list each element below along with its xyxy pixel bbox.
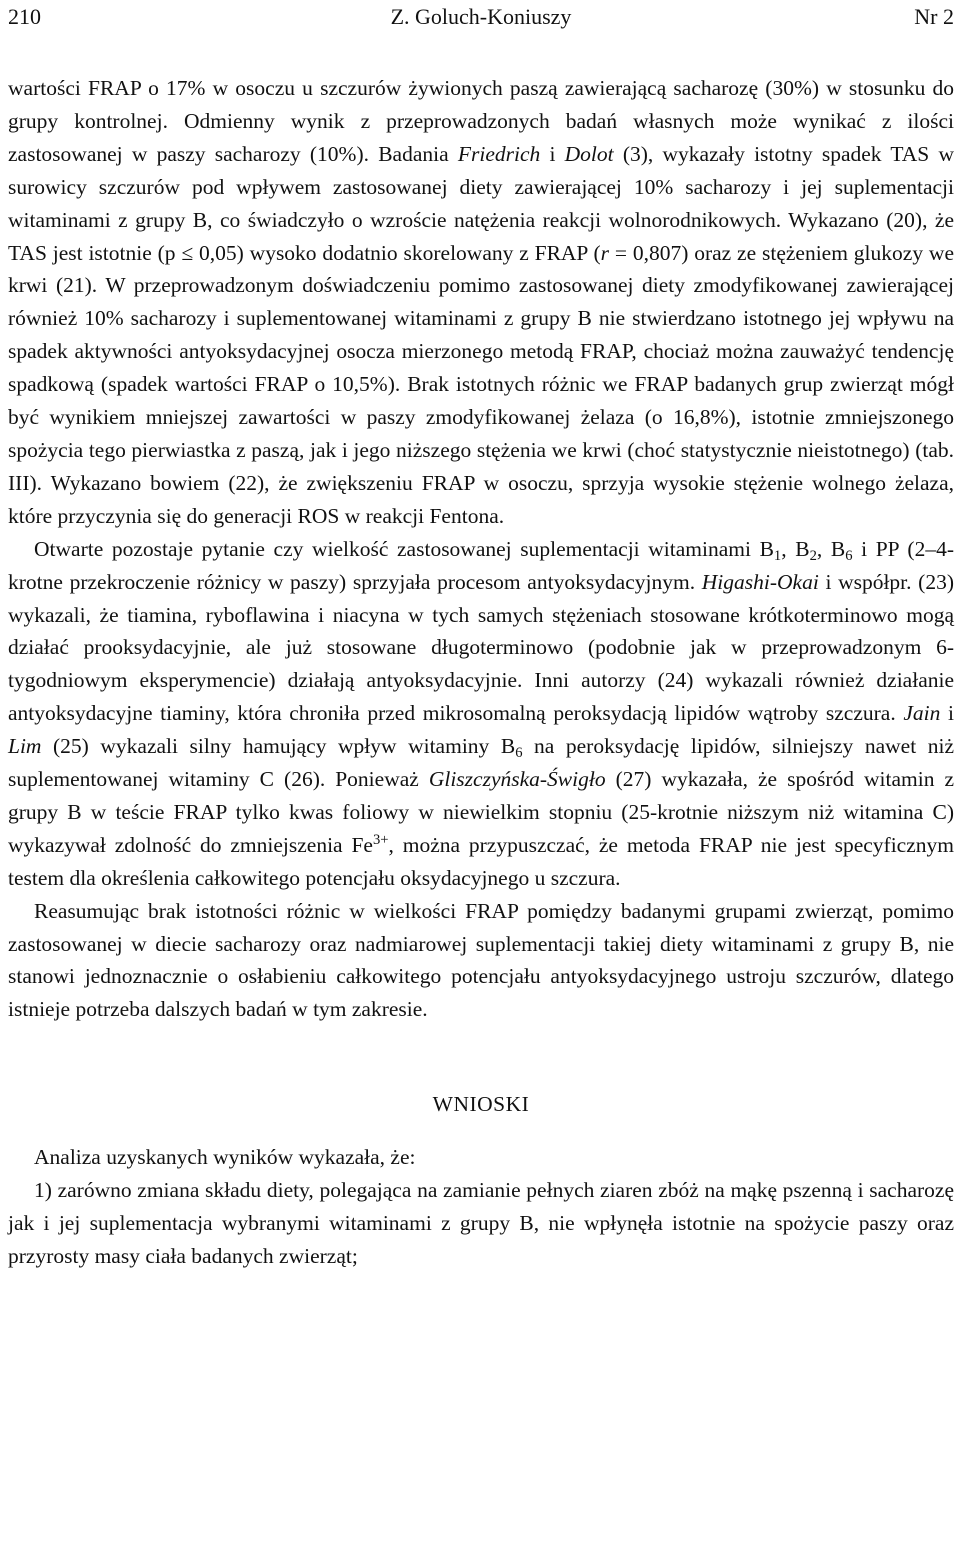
author-name: Gliszczyńska-Świgło: [428, 767, 606, 792]
author-name: Jain: [903, 701, 941, 726]
correlation-symbol: r: [600, 240, 609, 265]
journal-page: [8, 0, 954, 1273]
running-header: [8, 0, 954, 34]
paragraph-vitamin-supplementation: Otwarte pozostaje pytanie czy wielkość zastosowanej suplementacji witaminami $B_1$, $B_2$, $B_6$ i PP (2–4-krotne przekroczenie różnicy w paszy) sprzyjała procesom antyoksydacyjnym. Higashi-Okai i współpr. (23) wykazali, że tiamina, ryboflawina i niacyna w tych samych stężeniach stosowane krótkoterminowo mogą działać prooksydacyjnie, ale już stosowane długoterminowo (podobnie jak w przeprowadzonym 6-tygodniowym eksperymencie) działają antyoksydacyjnie. Inni autorzy (24) wykazali również działanie antyoksydacyjne tiaminy, która chroniła przed mikrosomalną peroksydacją lipidów wątroby szczura. Jain i Lim (25) wykazali silny hamujący wpływ witaminy $B_6$ na peroksydację lipidów, silniejszy nawet niż suplementowanej witaminy C (26). Ponieważ Gliszczyńska-Świgło (27) wykazała, że spośród witamin z grupy B w teście FRAP tylko kwas foliowy w niewielkim stopniu (25-krotnie niższym niż witamina C) wykazywał zdolność do zmniejszenia $Fe^{3+}$, można przypuszczać, że metoda FRAP nie jest specyficznym testem dla określenia całkowitego potencjału oksydacyjnego u szczura.: [8, 536, 954, 890]
author-name: Higashi-Okai: [701, 569, 819, 594]
author-name: Dolot: [564, 141, 614, 166]
section-heading-conclusions: WNIOSKI: [432, 1092, 530, 1117]
paragraph-summary: Reasumując brak istotności różnic w wielkości FRAP pomiędzy badanymi grupami zwierząt, pomimo zastosowanej w diecie sacharozy oraz nadmiarowej suplementacji takiej diety witaminami z grupy B, nie stanowi jednoznacznie o osłabieniu całkowitego potencjału antyoksydacyjnego ustroju szczurów, dlatego istnieje potrzeba dalszych badań w tym zakresie.: [8, 898, 954, 1022]
conclusions-intro: Analiza uzyskanych wyników wykazała, że:: [34, 1145, 416, 1170]
article-body: [8, 72, 954, 1273]
author-name: Friedrich: [457, 141, 541, 166]
issue-number: Nr 2: [914, 4, 954, 29]
running-author: Z. Goluch-Koniuszy: [390, 4, 572, 29]
author-name: Lim: [8, 734, 42, 759]
conclusion-item-1: 1) zarówno zmiana składu diety, polegająca na zamianie pełnych ziaren zbóż na mąkę pszenną i sacharozę jak i jej suplementacja wybranymi witaminami z grupy B, nie wpłynęła istotnie na spożycie paszy oraz przyrosty masy ciała badanych zwierząt;: [8, 1178, 954, 1268]
page-number: 210: [8, 4, 41, 29]
paragraph-frap-discussion: wartości FRAP o 17% w osoczu u szczurów żywionych paszą zawierającą sacharozę (30%) w stosunku do grupy kontrolnej. Odmienny wynik z przeprowadzonych badań własnych może wynikać z ilości zastosowanej w paszy sacharozy (10%). Badania Friedrich i Dolot (3), wykazały istotny spadek TAS w surowicy szczurów pod wpływem zastosowanej diety zawierającej 10% sacharozy i jej suplementacji witaminami z grupy B, co świadczyło o wzroście natężenia reakcji wolnorodnikowych. Wykazano (20), że TAS jest istotnie (p ≤ 0,05) wysoko dodatnio skorelowany z FRAP (r = 0,807) oraz ze stężeniem glukozy we krwi (21). W przeprowadzonym doświadczeniu pomimo zastosowanej diety zmodyfikowanej zawierającej również 10% sacharozy i suplementowanej witaminami z grupy B nie stwierdzano istotnego jej wpływu na spadek aktywności antyoksydacyjnej osocza mierzonego metodą FRAP, chociaż można zauważyć tendencję spadkową (spadek wartości FRAP o 10,5%). Brak istotnych różnic we FRAP badanych grup zwierząt mógł być wynikiem mniejszej zawartości w paszy zmodyfikowanej żelaza (o 16,8%), istotnie zmniejszonego spożycia tego pierwiastka z paszą, jak i jego niższego stężenia we krwi (choć statystycznie nieistotnego) (tab. III). Wykazano bowiem (22), że zwiększeniu FRAP w osoczu, sprzyja wysokie stężenie wolnego żelaza, które przyczynia się do generacji ROS w reakcji Fentona.: [8, 76, 954, 528]
